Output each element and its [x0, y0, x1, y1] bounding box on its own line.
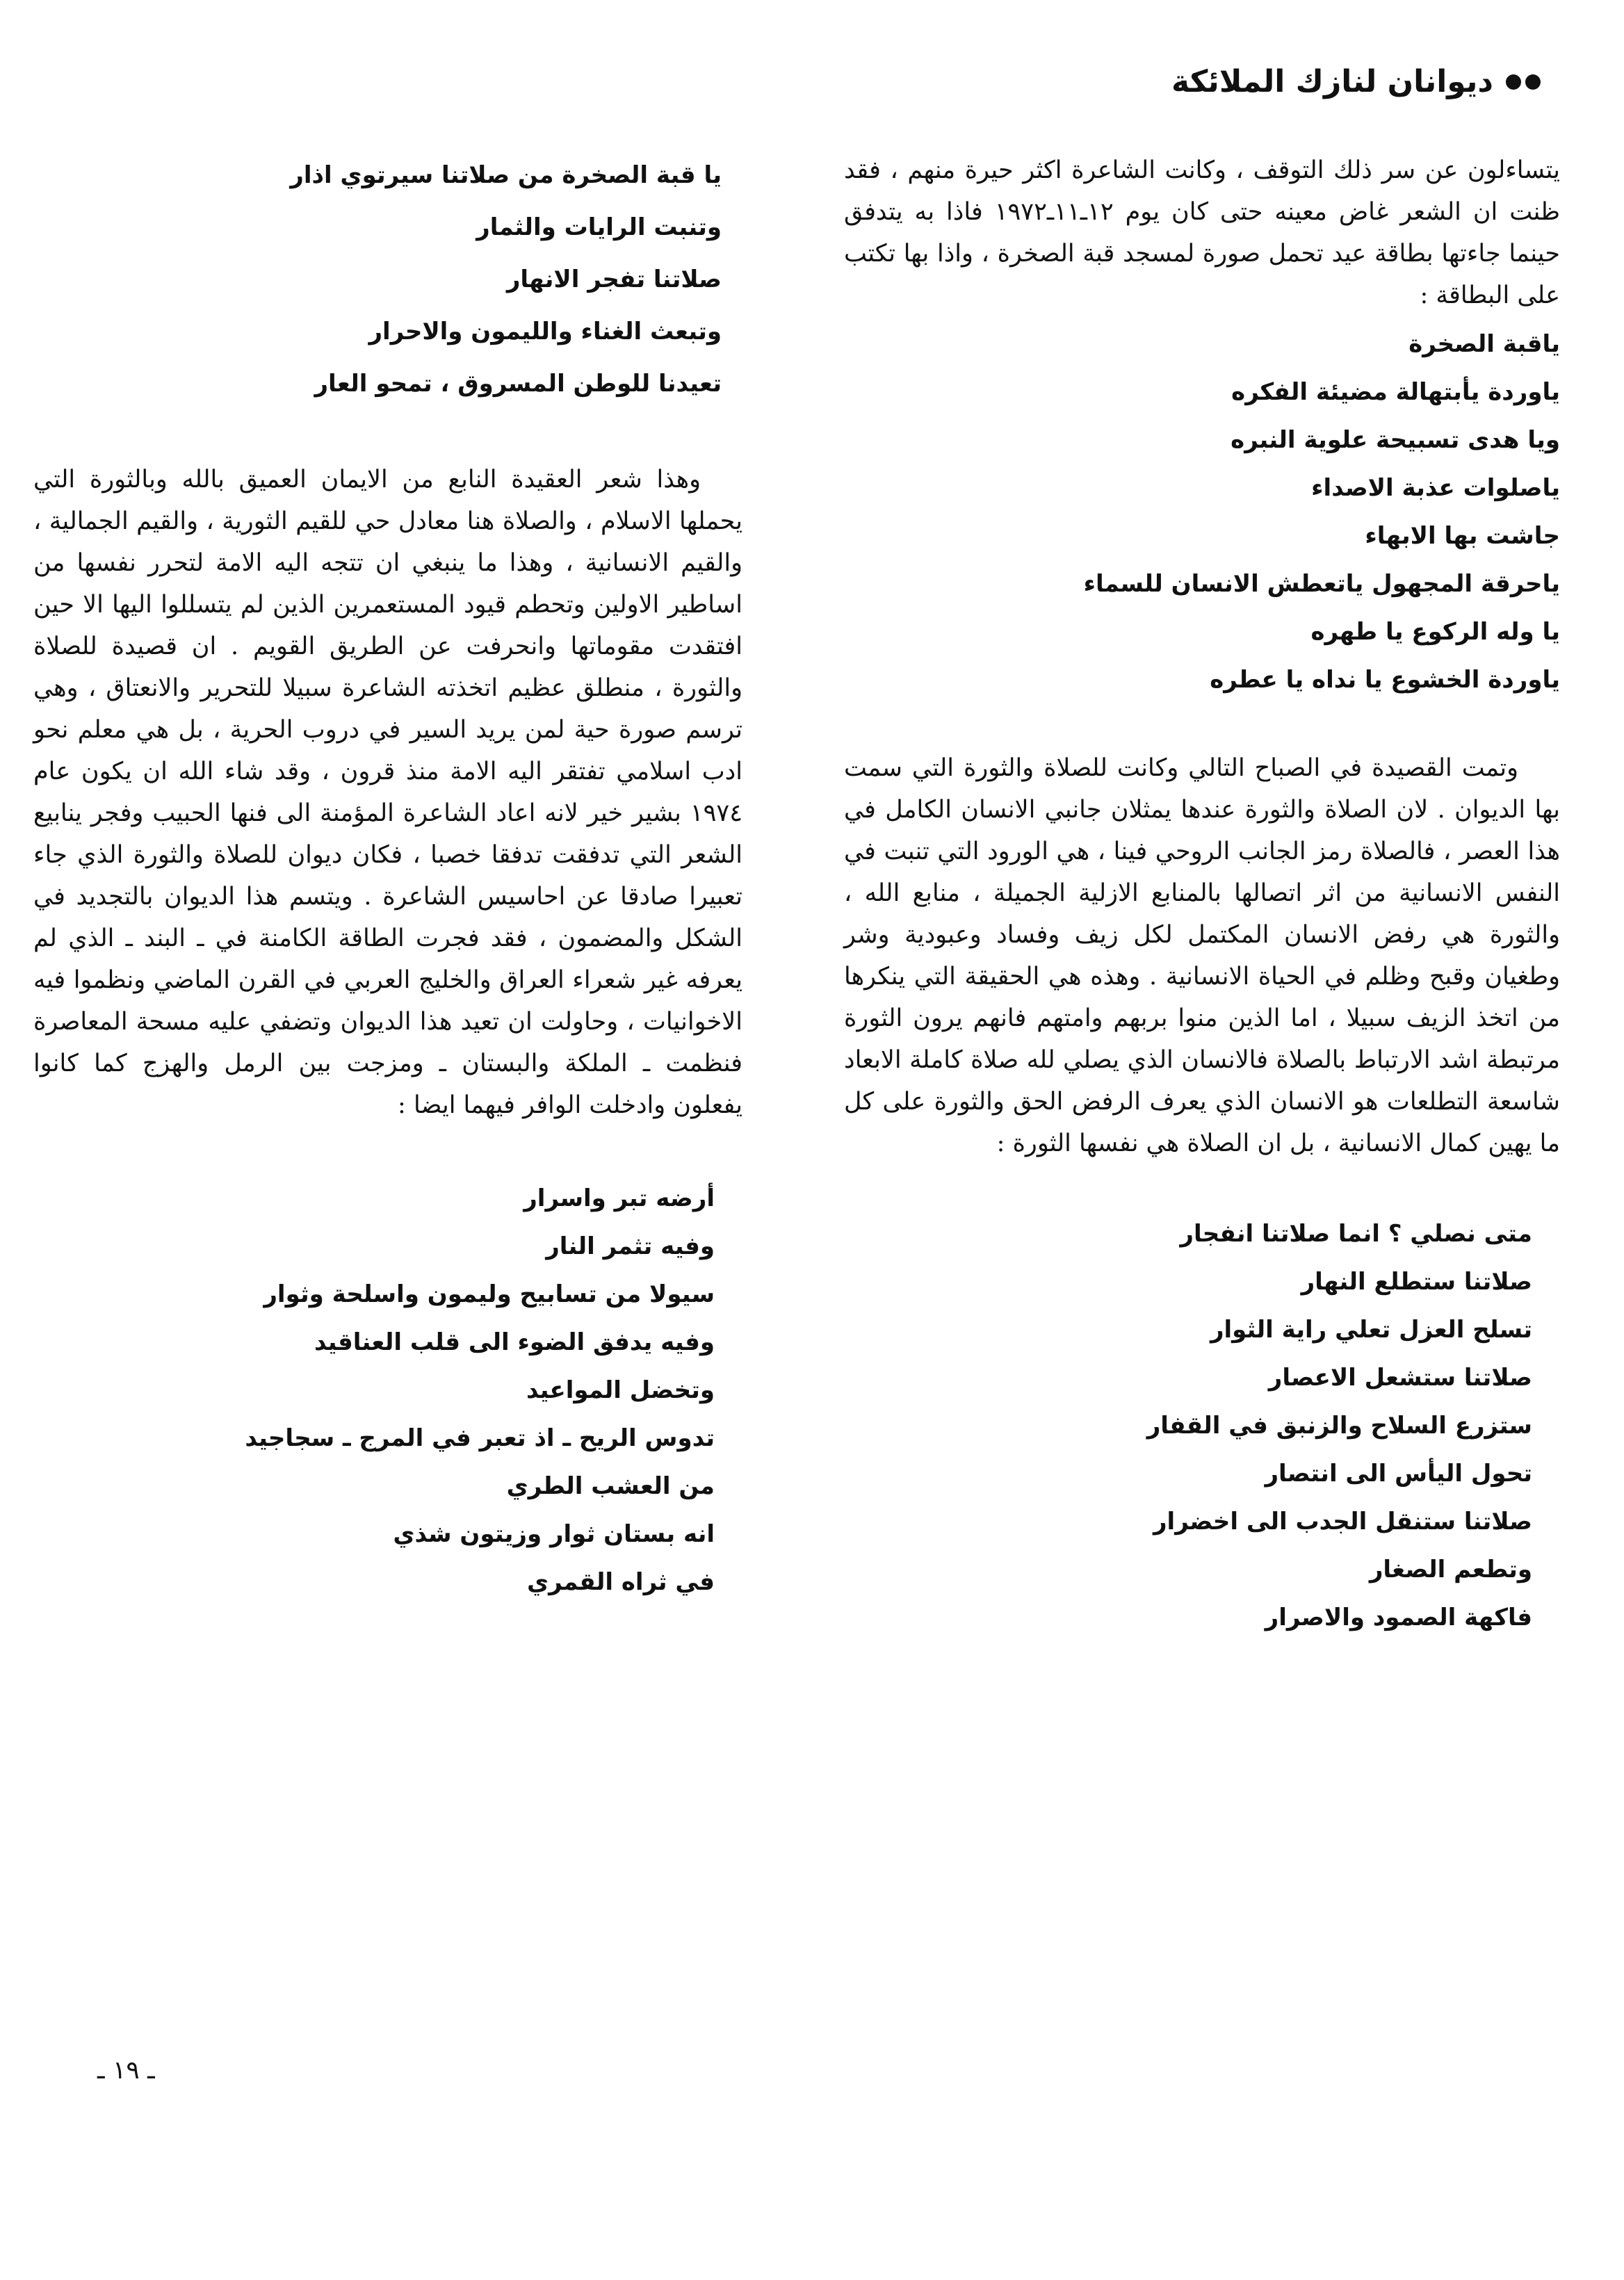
- second-paragraph: وتمت القصيدة في الصباح التالي وكانت للصلاة والثورة التي سمت بها الديوان . لان الصلاة والثورة عندها يمثلان جانبي الانسان الكامل في هذا العصر ، فالصلاة رمز الجانب الروحي فينا ، هي الورود التي تنبت في النفس الانسانية من اثر اتصالها بالمنابع الازلية الجميلة ، منابع الله ، والثورة هي رفض الانسان المكتمل لكل زيف وفساد وعبودية وشر وطغيان وقبح وظلم في الحياة الانسانية . وهذه هي الحقيقة التي ينكرها من اتخذ الزيف سبيلا ، اما الذين منوا بربهم وامتهم فانهم يرون الثورة مرتبطة اشد الارتباط بالصلاة فالانسان الذي يصلي لله صلاة كاملة الابعاد شاسعة التطلعات هو الانسان الذي يعرف الرفض الحق والثورة على كل ما يهين كمال الانسانية ، بل ان الصلاة هي نفسها الثورة :: [844, 754, 1560, 1157]
- verse-line: صلاتنا تفجر الانهار: [506, 266, 722, 293]
- verse-line: ستزرع السلاح والزنبق في القفار: [1146, 1412, 1532, 1440]
- verse-line: أرضه تبر واسرار: [523, 1184, 715, 1212]
- verse-line: يا قبة الصخرة من صلاتنا سيرتوي اذار: [290, 161, 722, 189]
- verse-line: في ثراه القمري: [527, 1568, 715, 1596]
- verse-line: ياقبة الصخرة: [1408, 330, 1560, 358]
- right-column: [844, 149, 1560, 1642]
- verse-line: ياوردة يأبتهالة مضيئة الفكره: [1231, 378, 1560, 406]
- verse-line: وتبعث الغناء والليمون والاحرار: [368, 318, 722, 345]
- verse-line: تسلح العزل تعلي راية الثوار: [1210, 1316, 1532, 1344]
- verse-line: تدوس الريح ـ اذ تعبر في المرج ـ سجاجيد: [245, 1424, 715, 1452]
- top-verses: [33, 149, 722, 410]
- verse-line: وتنبت الرايات والثمار: [476, 213, 722, 241]
- bottom-verses: [33, 1175, 715, 1606]
- verse-line: صلاتنا ستنقل الجدب الى اخضرار: [1153, 1508, 1532, 1536]
- verse-line: صلاتنا ستشعل الاعصار: [1268, 1364, 1532, 1392]
- verse-line: وتطعم الصغار: [1369, 1556, 1532, 1583]
- left-column: [33, 149, 742, 1606]
- verse-line: يا وله الركوع يا طهره: [1310, 618, 1560, 646]
- bullet-dots-icon: [1506, 74, 1541, 90]
- verse-line: وفيه تثمر النار: [546, 1232, 715, 1260]
- prayer-verses: [844, 1210, 1532, 1642]
- verse-line: انه بستان ثوار وزيتون شذي: [393, 1520, 715, 1548]
- verse-line: وتخضل المواعيد: [526, 1376, 715, 1404]
- dot-icon: [1525, 74, 1541, 90]
- verse-line: جاشت بها الابهاء: [1365, 522, 1560, 550]
- verse-line: سيولا من تسابيح وليمون واسلحة وثوار: [263, 1280, 715, 1308]
- verse-line: ياصلوات عذبة الاصداء: [1311, 474, 1560, 502]
- verse-line: تعيدنا للوطن المسروق ، تمحو العار: [314, 370, 722, 398]
- page-number: ـ ١٩ ـ: [97, 2056, 155, 2085]
- verse-line: فاكهة الصمود والاصرار: [1265, 1604, 1532, 1631]
- verse-line: ويا هدى تسبيحة علوية النبره: [1231, 426, 1560, 454]
- verse-line: متى نصلي ؟ انما صلاتنا انفجار: [1180, 1220, 1532, 1248]
- verse-line: من العشب الطري: [506, 1472, 715, 1500]
- card-verses: [844, 320, 1560, 704]
- verse-line: وفيه يدفق الضوء الى قلب العناقيد: [314, 1328, 715, 1356]
- verse-line: تحول اليأس الى انتصار: [1265, 1460, 1532, 1488]
- intro-paragraph: يتساءلون عن سر ذلك التوقف ، وكانت الشاعرة اكثر حيرة منهم ، فقد ظنت ان الشعر غاض معينه حتى كان يوم ١٢ـ١١ـ١٩٧٢ فاذا به يتدفق حينما جاءتها بطاقة عيد تحمل صورة لمسجد قبة الصخرة ، واذا بها تكتب على البطاقة :: [844, 156, 1561, 309]
- header-title: ديوانان لنازك الملائكة: [1171, 64, 1493, 99]
- verse-line: ياحرقة المجهول ياتعطش الانسان للسماء: [1083, 570, 1560, 598]
- dot-icon: [1506, 74, 1521, 90]
- verse-line: ياوردة الخشوع يا نداه يا عطره: [1210, 666, 1560, 694]
- verse-line: صلاتنا ستطلع النهار: [1301, 1268, 1532, 1296]
- main-paragraph: وهذا شعر العقيدة النابع من الايمان العميق بالله وبالثورة التي يحملها الاسلام ، والصلاة هنا معادل حي للقيم الثورية ، والقيم الجمالية ، والقيم الانسانية ، وهذا ما ينبغي ان تتجه اليه الامة لتحرر نفسها من اساطير الاولين وتحطم قيود المستعمرين الذين لم يتسللوا اليها الا حين افتقدت مقوماتها وانحرفت عن الطريق القويم . ان قصيدة للصلاة والثورة ، منطلق عظيم اتخذته الشاعرة سبيلا للتحرير والانعتاق ، وهي ترسم صورة حية لمن يريد السير في دروب الحرية ، بل هي معلم نحو ادب اسلامي تفتقر اليه الامة منذ قرون ، وقد شاء الله ان يكون عام ١٩٧٤ بشير خير لانه اعاد الشاعرة المؤمنة الى فنها الحبيب وفجر ينابيع الشعر التي تدفقت تدفقا خصبا ، فكان ديوان للصلاة والثورة الذي جاء تعبيرا صادقا عن احاسيس الشاعرة . ويتسم هذا الديوان بالتجديد في الشكل والمضمون ، فقد فجرت الطاقة الكامنة في ـ البند ـ الذي لم يعرفه غير شعراء العراق والخليج العربي في القرن الماضي ونظموا فيه الاخوانيات ، وحاولت ان تعيد هذا الديوان وتضفي عليه مسحة المعاصرة فنظمت ـ الملكة والبستان ـ ومزجت بين الرمل والهزج كما كانوا يفعلون وادخلت الوافر فيهما ايضا :: [33, 466, 742, 1119]
- running-header: [1171, 64, 1541, 99]
